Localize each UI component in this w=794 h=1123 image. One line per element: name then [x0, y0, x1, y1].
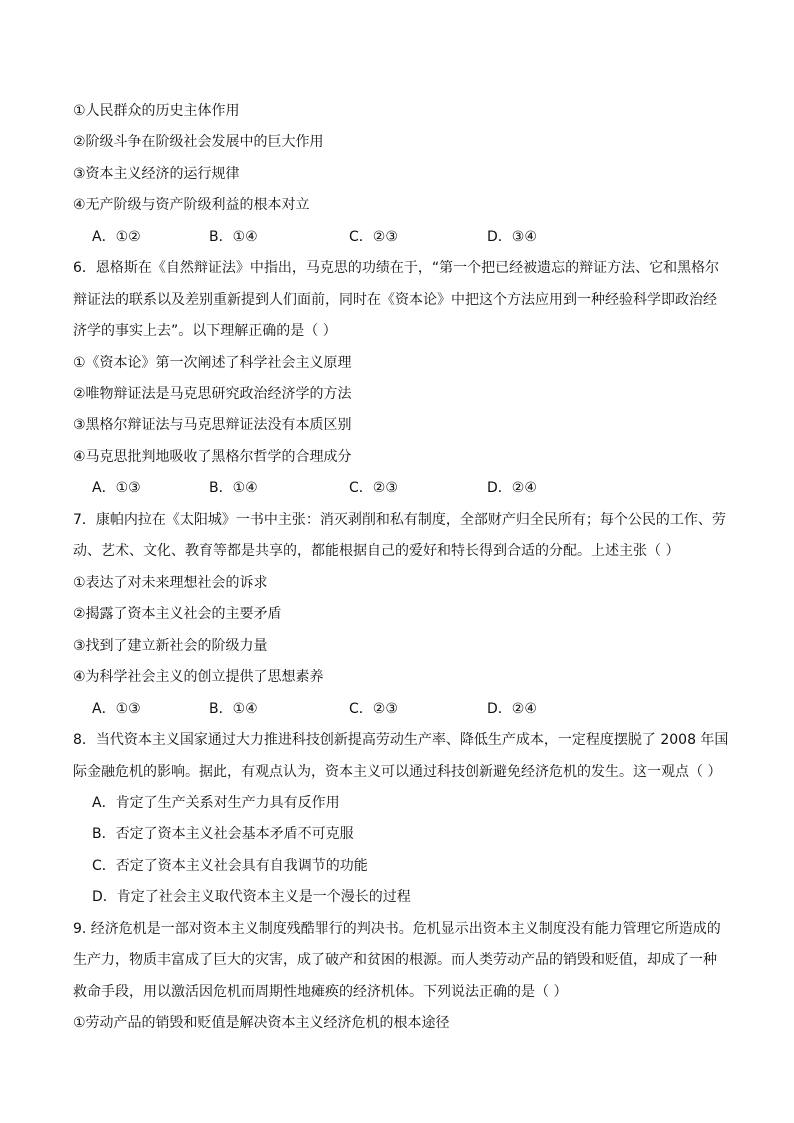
q7-stem-line-1: 7．康帕内拉在《太阳城》一书中主张：消灭剥削和私有制度，全部财产归全民所有；每个公民的工作、劳: [73, 512, 726, 528]
q8-option-d: D．肯定了社会主义取代资本主义是一个漫长的过程: [92, 889, 411, 905]
q7-statement-1: ①表达了对未来理想社会的诉求: [73, 575, 268, 591]
q8-option-a: A．肯定了生产关系对生产力具有反作用: [92, 795, 340, 811]
q7-option-b: B．①④: [209, 701, 258, 717]
q8-option-b: B．否定了资本主义社会基本矛盾不可克服: [92, 826, 354, 842]
q7-stem-line-2: 动、艺术、文化、教育等都是共享的，都能根据自己的爱好和特长得到合适的分配。上述主张（ ）: [73, 543, 680, 559]
q6-option-c: C．②③: [349, 480, 398, 496]
q7-statement-4: ④为科学社会主义的创立提供了思想素养: [73, 669, 324, 685]
q9-stem-line-2: 生产力，物质丰富成了巨大的灾害，成了破产和贫困的根源。而人类劳动产品的销毁和贬值，却成了一种: [73, 952, 717, 968]
q6-statement-4: ④马克思批判地吸收了黑格尔哲学的合理成分: [73, 449, 352, 465]
q5-option-b: B．①④: [209, 229, 258, 245]
q7-option-a: A．①③: [92, 701, 141, 717]
q7-statement-3: ③找到了建立新社会的阶级力量: [73, 638, 268, 654]
q6-option-d: D．②④: [487, 480, 537, 496]
q5-statement-4: ④无产阶级与资产阶级利益的根本对立: [73, 197, 310, 213]
q6-option-b: B．①④: [209, 480, 258, 496]
q7-statement-2: ②揭露了资本主义社会的主要矛盾: [73, 606, 282, 622]
q8-stem-line-2: 际金融危机的影响。据此，有观点认为，资本主义可以通过科技创新避免经济危机的发生。这一观点（ ）: [73, 764, 722, 780]
q9-stem-line-3: 救命手段，用以激活因危机而周期性地瘫痪的经济机体。下列说法正确的是（ ）: [73, 984, 568, 1000]
q6-statement-2: ②唯物辩证法是马克思研究政治经济学的方法: [73, 386, 352, 402]
q6-stem-line-2: 辩证法的联系以及差别重新提到人们面前，同时在《资本论》中把这个方法应用到一种经验科学即政治经: [73, 292, 717, 308]
q5-option-c: C．②③: [349, 229, 398, 245]
q6-option-a: A．①③: [92, 480, 141, 496]
q9-statement-1: ①劳动产品的销毁和贬值是解决资本主义经济危机的根本途径: [73, 1015, 450, 1031]
q5-option-a: A．①②: [92, 229, 141, 245]
q9-stem-line-1: 9. 经济危机是一部对资本主义制度残酷罪行的判决书。危机显示出资本主义制度没有能力管理它所造成的: [73, 921, 721, 937]
q7-option-c: C．②③: [349, 701, 398, 717]
q6-statement-3: ③黑格尔辩证法与马克思辩证法没有本质区别: [73, 417, 352, 433]
q5-statement-3: ③资本主义经济的运行规律: [73, 166, 240, 182]
q8-option-c: C．否定了资本主义社会具有自我调节的功能: [92, 858, 368, 874]
q5-option-d: D．③④: [487, 229, 537, 245]
q6-stem-line-1: 6．恩格斯在《自然辩证法》中指出，马克思的功绩在于，“第一个把已经被遗忘的辩证方法、它和黑格尔: [73, 260, 720, 276]
q5-statement-1: ①人民群众的历史主体作用: [73, 103, 240, 119]
q8-stem-line-1: 8．当代资本主义国家通过大力推进科技创新提高劳动生产率、降低生产成本，一定程度摆脱了 2008 年国: [73, 732, 729, 748]
q5-statement-2: ②阶级斗争在阶级社会发展中的巨大作用: [73, 134, 324, 150]
q6-statement-1: ①《资本论》第一次阐述了科学社会主义原理: [73, 355, 352, 371]
q7-option-d: D．②④: [487, 701, 537, 717]
q6-stem-line-3: 济学的事实上去”。以下理解正确的是（ ）: [73, 323, 337, 339]
